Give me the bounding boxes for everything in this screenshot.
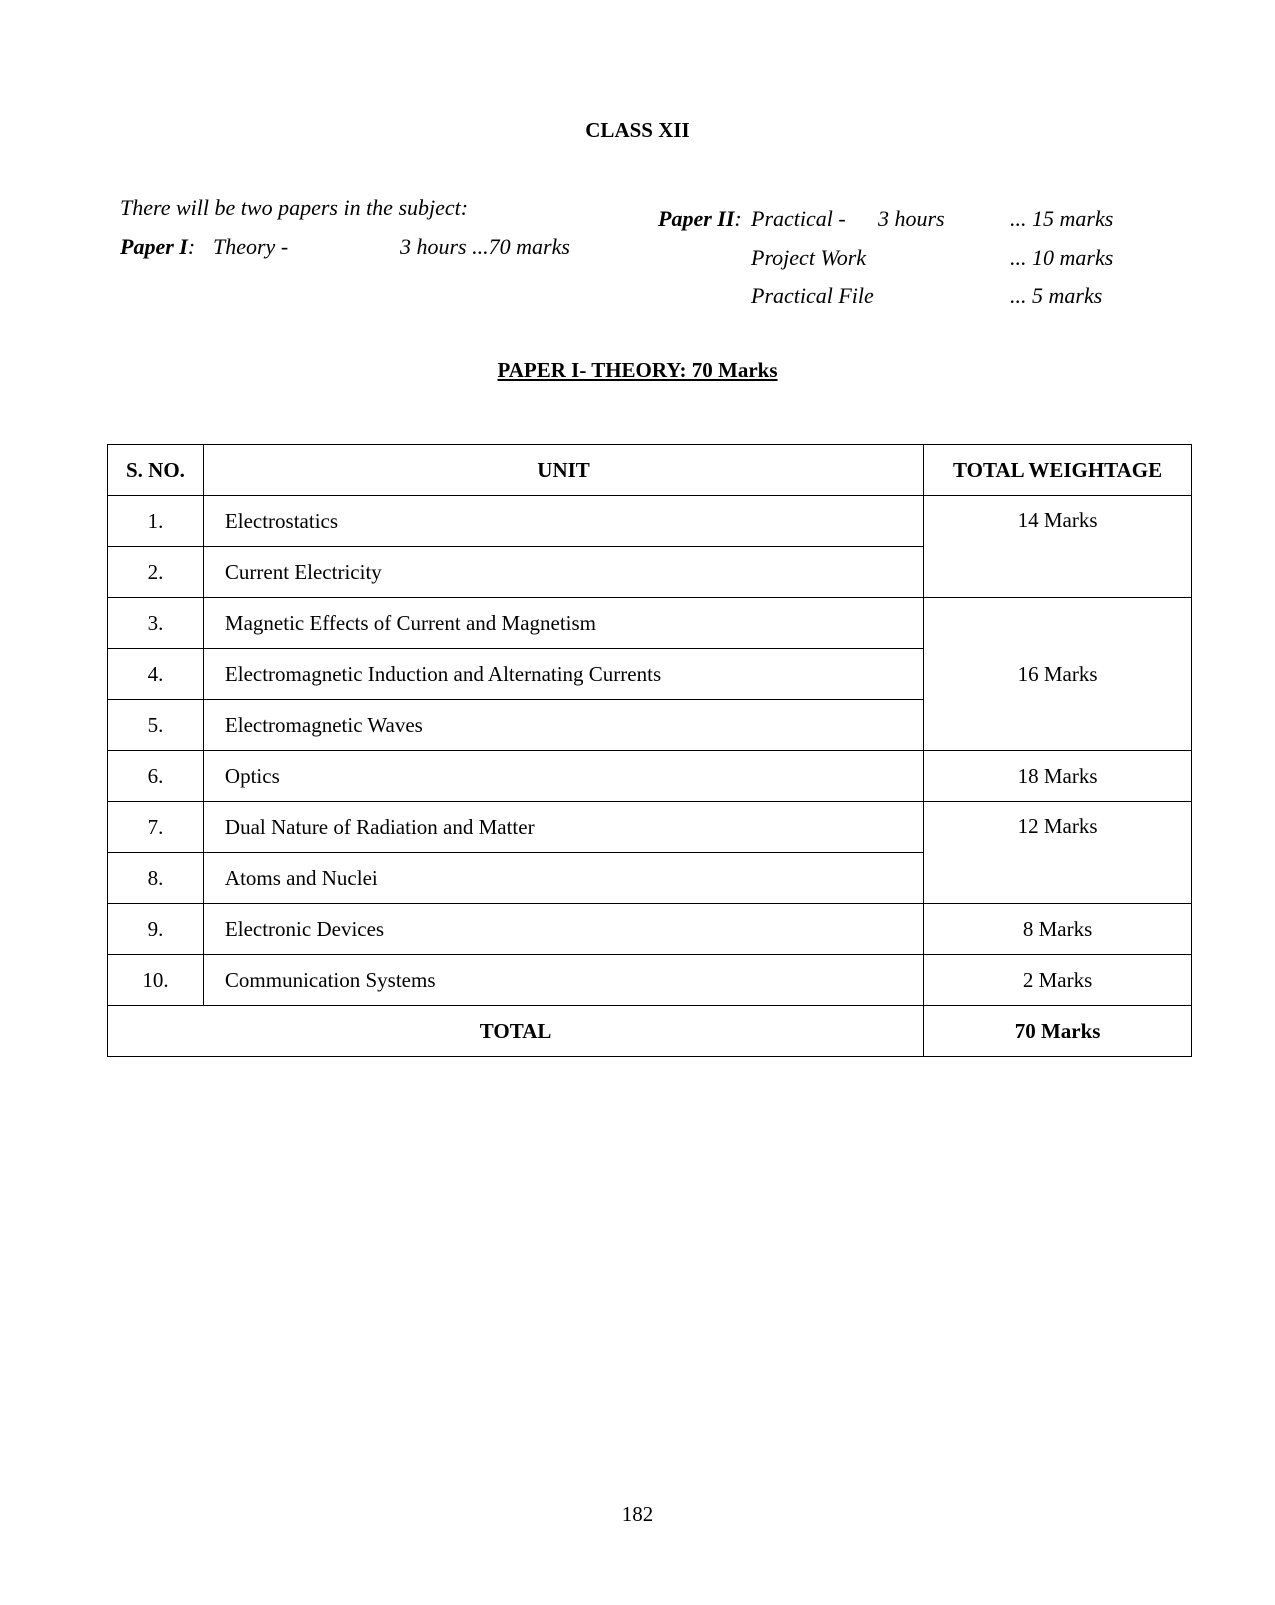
row-sno: 3.: [108, 598, 204, 649]
row-sno: 4.: [108, 649, 204, 700]
row-unit: Optics: [203, 751, 923, 802]
units-table: [107, 444, 1192, 1057]
paper1-label: Paper I:: [120, 234, 196, 259]
row-unit: Current Electricity: [203, 547, 923, 598]
row-unit: Magnetic Effects of Current and Magnetism: [203, 598, 923, 649]
table-row: [108, 751, 1192, 802]
intro-text: There will be two papers in the subject:: [120, 195, 469, 220]
table-row: [108, 496, 1192, 547]
row-weightage: 2 Marks: [924, 955, 1192, 1006]
row-weightage: 12 Marks: [924, 802, 1192, 904]
row-weightage: 16 Marks: [924, 598, 1192, 751]
header-sno: S. NO.: [108, 445, 204, 496]
row-weightage: 14 Marks: [924, 496, 1192, 598]
page-number: 182: [621, 1502, 654, 1526]
paper2-item-name: Project Work: [751, 245, 867, 270]
row-sno: 1.: [108, 496, 204, 547]
row-unit: Communication Systems: [203, 955, 923, 1006]
row-weightage: 18 Marks: [924, 751, 1192, 802]
row-sno: 8.: [108, 853, 204, 904]
table-header-row: [108, 445, 1192, 496]
section-heading-text: PAPER I- THEORY: 70 Marks: [497, 358, 778, 382]
row-unit: Electromagnetic Induction and Alternating Currents: [203, 649, 923, 700]
table-row: [108, 598, 1192, 649]
row-unit: Electrostatics: [203, 496, 923, 547]
paper1-detail: 3 hours ...70 marks: [400, 234, 570, 259]
paper2-item-marks: ... 10 marks: [1010, 245, 1114, 270]
total-label: TOTAL: [108, 1006, 924, 1057]
table-row: [108, 955, 1192, 1006]
header-unit: UNIT: [203, 445, 923, 496]
row-unit: Atoms and Nuclei: [203, 853, 923, 904]
total-value: 70 Marks: [924, 1006, 1192, 1057]
row-sno: 9.: [108, 904, 204, 955]
table-row: [108, 802, 1192, 853]
paper2-item-name: Practical File: [751, 283, 874, 308]
header-weightage: TOTAL WEIGHTAGE: [924, 445, 1192, 496]
row-sno: 10.: [108, 955, 204, 1006]
paper2-item-name: Practical -: [751, 206, 846, 231]
paper1-label-text: Paper I: [120, 234, 188, 259]
page-title: CLASS XII: [585, 118, 690, 142]
table-row: [108, 904, 1192, 955]
row-sno: 7.: [108, 802, 204, 853]
row-unit: Electromagnetic Waves: [203, 700, 923, 751]
row-unit: Electronic Devices: [203, 904, 923, 955]
paper2-item-marks: ... 15 marks: [1010, 206, 1114, 231]
row-sno: 5.: [108, 700, 204, 751]
paper2-item-time: 3 hours: [878, 206, 945, 231]
paper2-item-marks: ... 5 marks: [1010, 283, 1103, 308]
row-sno: 2.: [108, 547, 204, 598]
row-unit: Dual Nature of Radiation and Matter: [203, 802, 923, 853]
total-row: [108, 1006, 1192, 1057]
paper2-label-text: Paper II: [658, 206, 735, 231]
paper2-label: Paper II:: [658, 206, 742, 231]
row-weightage: 8 Marks: [924, 904, 1192, 955]
paper1-type: Theory -: [213, 234, 289, 259]
section-heading: [0, 358, 1275, 383]
row-sno: 6.: [108, 751, 204, 802]
